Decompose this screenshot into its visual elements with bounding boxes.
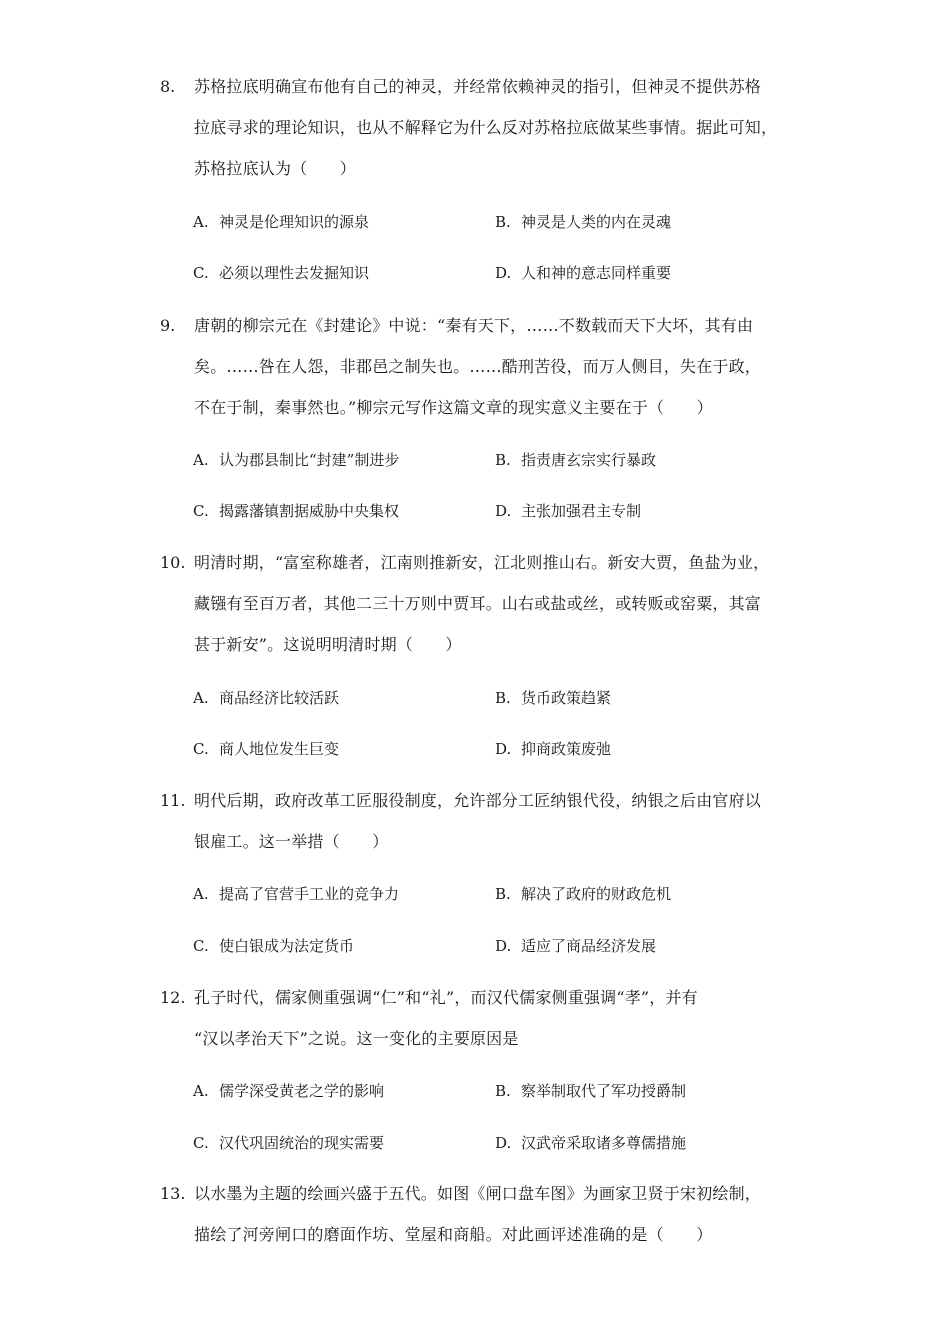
option-letter: D. [495,937,512,955]
option-letter: A. [193,885,209,903]
option-text: 神灵是伦理知识的源泉 [219,213,370,231]
option-letter: B. [495,213,511,231]
option-c [193,935,354,957]
option-text: 适应了商品经济发展 [521,937,657,955]
stem-line: 明清时期，“富室称雄者，江南则推新安，江北则推山右。新安大贾，鱼盐为业， [194,553,770,572]
stem-line: 孔子时代，儒家侧重强调“仁”和“礼”，而汉代儒家侧重强调“孝”，并有 [194,988,698,1007]
option-b [495,883,671,905]
option-text: 货币政策趋紧 [521,689,612,707]
question-number: 13. [160,1184,186,1203]
option-text: 揭露藩镇割据威胁中央集权 [219,502,400,520]
stem-line: 不在于制，秦事然也。”柳宗元写作这篇文章的现实意义主要在于（ ） [194,398,713,417]
option-text: 认为郡县制比“封建”制进步 [219,451,400,469]
stem-line: 矣。……咎在人怨，非郡邑之制失也。……酷刑苦役，而万人侧目，失在于政， [194,357,762,376]
option-letter: D. [495,740,512,758]
question-stem [194,66,794,189]
stem-line: 明代后期，政府改革工匠服役制度，允许部分工匠纳银代役，纳银之后由官府以 [194,791,762,810]
question-stem [194,977,794,1059]
stem-line: 以水墨为主题的绘画兴盛于五代。如图《闸口盘车图》为画家卫贤于宋初绘制， [194,1184,762,1203]
question-stem [194,542,794,665]
option-letter: C. [193,740,209,758]
question-number: 9. [160,316,176,335]
option-text: 神灵是人类的内在灵魂 [521,213,672,231]
stem-line: 甚于新安”。这说明明清时期（ ） [194,635,462,654]
option-letter: D. [495,502,512,520]
option-letter: B. [495,689,511,707]
option-d [495,262,671,284]
option-text: 汉代巩固统治的现实需要 [219,1134,385,1152]
option-a [193,687,339,709]
option-letter: B. [495,451,511,469]
stem-line: 拉底寻求的理论知识，也从不解释它为什么反对苏格拉底做某些事情。据此可知， [194,118,778,137]
option-text: 使白银成为法定货币 [219,937,355,955]
option-letter: D. [495,264,512,282]
option-a [193,449,399,471]
option-text: 主张加强君主专制 [521,502,642,520]
option-text: 商人地位发生巨变 [219,740,340,758]
option-letter: C. [193,937,209,955]
option-letter: C. [193,264,209,282]
option-letter: C. [193,502,209,520]
option-c [193,500,399,522]
option-b [495,449,656,471]
option-d [495,1132,686,1154]
question-number: 11. [160,791,186,810]
option-c [193,738,339,760]
question-number: 12. [160,988,186,1007]
option-c [193,262,369,284]
option-letter: A. [193,1082,209,1100]
option-a [193,1080,384,1102]
option-b [495,211,671,233]
question-stem [194,305,794,428]
option-letter: B. [495,885,511,903]
option-letter: A. [193,213,209,231]
option-letter: D. [495,1134,512,1152]
option-text: 抑商政策废弛 [521,740,612,758]
option-d [495,738,611,760]
option-b [495,687,611,709]
option-text: 商品经济比较活跃 [219,689,340,707]
option-text: 察举制取代了军功授爵制 [521,1082,687,1100]
stem-line: 银雇工。这一举措（ ） [194,832,389,851]
option-d [495,500,641,522]
option-b [495,1080,686,1102]
option-text: 指责唐玄宗实行暴政 [521,451,657,469]
question-stem [194,780,794,862]
question-number: 10. [160,553,186,572]
stem-line: “汉以孝治天下”之说。这一变化的主要原因是 [194,1029,519,1048]
stem-line: 描绘了河旁闸口的磨面作坊、堂屋和商船。对此画评述准确的是（ ） [194,1225,713,1244]
option-letter: A. [193,451,209,469]
stem-line: 苏格拉底认为（ ） [194,159,357,178]
option-letter: C. [193,1134,209,1152]
question-number: 8. [160,77,176,96]
option-d [495,935,656,957]
option-text: 必须以理性去发掘知识 [219,264,370,282]
option-a [193,211,369,233]
option-text: 儒学深受黄老之学的影响 [219,1082,385,1100]
option-letter: B. [495,1082,511,1100]
option-a [193,883,399,905]
stem-line: 藏镪有至百万者，其他二三十万则中贾耳。山右或盐或丝，或转贩或窑粟，其富 [194,594,762,613]
option-text: 提高了官营手工业的竞争力 [219,885,400,903]
option-c [193,1132,384,1154]
stem-line: 唐朝的柳宗元在《封建论》中说：“秦有天下，……不数载而天下大坏，其有由 [194,316,754,335]
question-stem [194,1173,794,1255]
stem-line: 苏格拉底明确宣布他有自己的神灵，并经常依赖神灵的指引，但神灵不提供苏格 [194,77,762,96]
option-letter: A. [193,689,209,707]
option-text: 人和神的意志同样重要 [521,264,672,282]
option-text: 解决了政府的财政危机 [521,885,672,903]
option-text: 汉武帝采取诸多尊儒措施 [521,1134,687,1152]
